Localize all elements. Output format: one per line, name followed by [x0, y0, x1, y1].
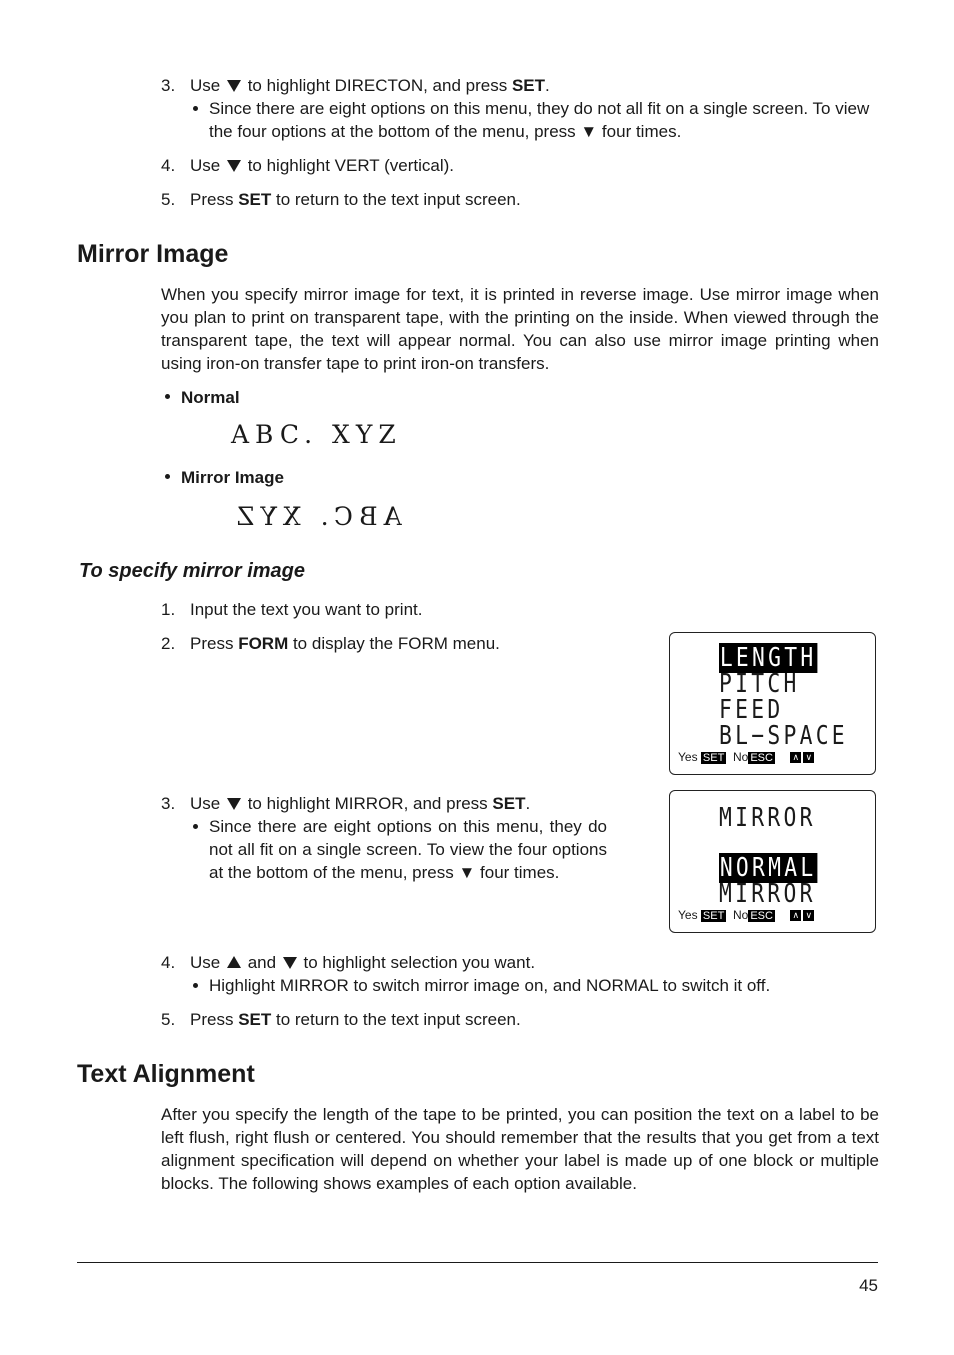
step-text-part: Press: [190, 190, 239, 209]
bullet-dot: [165, 474, 170, 479]
step-text: [190, 632, 500, 655]
step-number: 3.: [161, 76, 176, 95]
step-text-part: to return to the text input screen.: [271, 1010, 521, 1029]
step-text-part: Use: [190, 156, 225, 175]
lcd-line-bl-space: BL−SPACE: [719, 721, 848, 751]
step-text-part: Press: [190, 1010, 239, 1029]
lcd-line-length: [719, 645, 817, 671]
up-triangle-icon: [227, 956, 241, 968]
step-text: [190, 792, 530, 815]
step-number: 2.: [161, 634, 176, 653]
subheading-specify-mirror: To specify mirror image: [79, 560, 305, 582]
set-key-label: SET: [492, 794, 526, 813]
step-text-part: to highlight MIRROR, and press: [242, 794, 493, 813]
set-key-label: SET: [511, 76, 546, 95]
down-arrow-icon: ∨: [803, 910, 814, 921]
step-text: [190, 74, 550, 97]
step-text-part: .: [545, 76, 550, 95]
step-number: 4.: [161, 953, 176, 972]
step-text-part: Press: [190, 634, 239, 653]
step-text-part: to highlight selection you want.: [298, 953, 536, 972]
step-number: 1.: [161, 600, 176, 619]
step-text-part: to highlight VERT (vertical).: [242, 156, 454, 175]
lcd-yes-label: Yes: [678, 750, 698, 764]
step-text: [190, 154, 454, 177]
step-text-part: Use: [190, 76, 225, 95]
bullet-dot: [193, 106, 198, 111]
lcd-yes-label: Yes: [678, 908, 698, 922]
form-key-label: FORM: [238, 634, 289, 653]
text-alignment-paragraph: After you specify the length of the tape to be printed, you can position the text on a label to be left flush, right flush or centered. You should remember that the results that you get from a text alignment specification will depend on whether your label is made up of one block or multiple blocks. The following shows examples of each option available.: [161, 1105, 879, 1193]
down-triangle-icon: [283, 957, 297, 969]
bullet-text: Since there are eight options on this menu, they do not all fit on a single screen. To view the four options at the bottom of the menu, press ▼ four times.: [209, 817, 607, 882]
lcd-highlight: LENGTH: [719, 643, 817, 673]
step-text-part: to display the FORM menu.: [288, 634, 500, 653]
step-text-part: to highlight DIRECTON, and press: [242, 76, 512, 95]
step-number: 5.: [161, 1010, 176, 1029]
lcd-no-label: No: [733, 750, 749, 764]
normal-sample-text: ABC. XYZ: [231, 420, 402, 449]
lcd-line-normal: [719, 855, 817, 881]
section-heading-mirror-image: Mirror Image: [77, 240, 229, 268]
set-key-label: SET: [238, 1010, 272, 1029]
down-arrow-icon: ∨: [803, 752, 814, 763]
esc-key-icon: ESC: [750, 910, 773, 922]
bullet-dot: [193, 824, 198, 829]
set-key-icon: SET: [702, 910, 725, 922]
page-number: 45: [859, 1276, 878, 1295]
set-key-label: SET: [238, 190, 272, 209]
mirror-sample-text: ABC. XYZ: [231, 502, 402, 531]
step-number: 3.: [161, 794, 176, 813]
lcd-line-mirror-title: MIRROR: [719, 803, 816, 833]
step-text: [190, 1008, 521, 1031]
lcd-line-mirror: MIRROR: [719, 879, 816, 909]
lcd-screen-mirror-menu: [669, 790, 876, 933]
up-arrow-icon: ∧: [790, 910, 801, 921]
step-text-part: to return to the text input screen.: [271, 190, 521, 209]
section-heading-text-alignment: Text Alignment: [77, 1060, 255, 1088]
down-triangle-icon: [227, 798, 241, 810]
bullet-dot: [193, 983, 198, 988]
normal-label: Normal: [181, 388, 240, 407]
step-text-part: .: [525, 794, 531, 813]
step-number: 4.: [161, 156, 176, 175]
mirror-image-label: Mirror Image: [181, 468, 284, 487]
step-text: [190, 188, 521, 211]
bullet-dot: [165, 394, 170, 399]
down-triangle-icon: [227, 160, 241, 172]
lcd-screen-form-menu: [669, 632, 876, 775]
step-text: [190, 951, 535, 974]
lcd-footer: [678, 751, 814, 765]
esc-key-icon: ESC: [750, 752, 773, 764]
lcd-footer: [678, 909, 814, 923]
bullet-text: Highlight MIRROR to switch mirror image on, and NORMAL to switch it off.: [209, 976, 771, 995]
step-text-part: Use: [190, 953, 225, 972]
step-text: Input the text you want to print.: [190, 600, 423, 619]
step-text-part: Use: [190, 794, 225, 813]
up-arrow-icon: ∧: [790, 752, 801, 763]
down-triangle-icon: [227, 80, 241, 92]
lcd-highlight: NORMAL: [719, 853, 817, 883]
step-text-part: and: [242, 953, 281, 972]
footer-rule: [77, 1262, 878, 1263]
lcd-no-label: No: [733, 908, 749, 922]
bullet-text: Since there are eight options on this menu, they do not all fit on a single screen. To view the four options at the bottom of the menu, press ▼ four times.: [209, 99, 870, 141]
lcd-line-pitch: PITCH: [719, 669, 800, 699]
lcd-line-feed: FEED: [719, 695, 784, 725]
set-key-icon: SET: [702, 752, 725, 764]
step-number: 5.: [161, 190, 176, 209]
mirror-intro-paragraph: When you specify mirror image for text, it is printed in reverse image. Use mirror image when you plan to print on transparent tape, with the printing on the inside. When viewed through the transparent tape, the text will appear normal. You can also use mirror image printing when using iron-on transfer tape to print iron-on transfers.: [161, 285, 879, 373]
